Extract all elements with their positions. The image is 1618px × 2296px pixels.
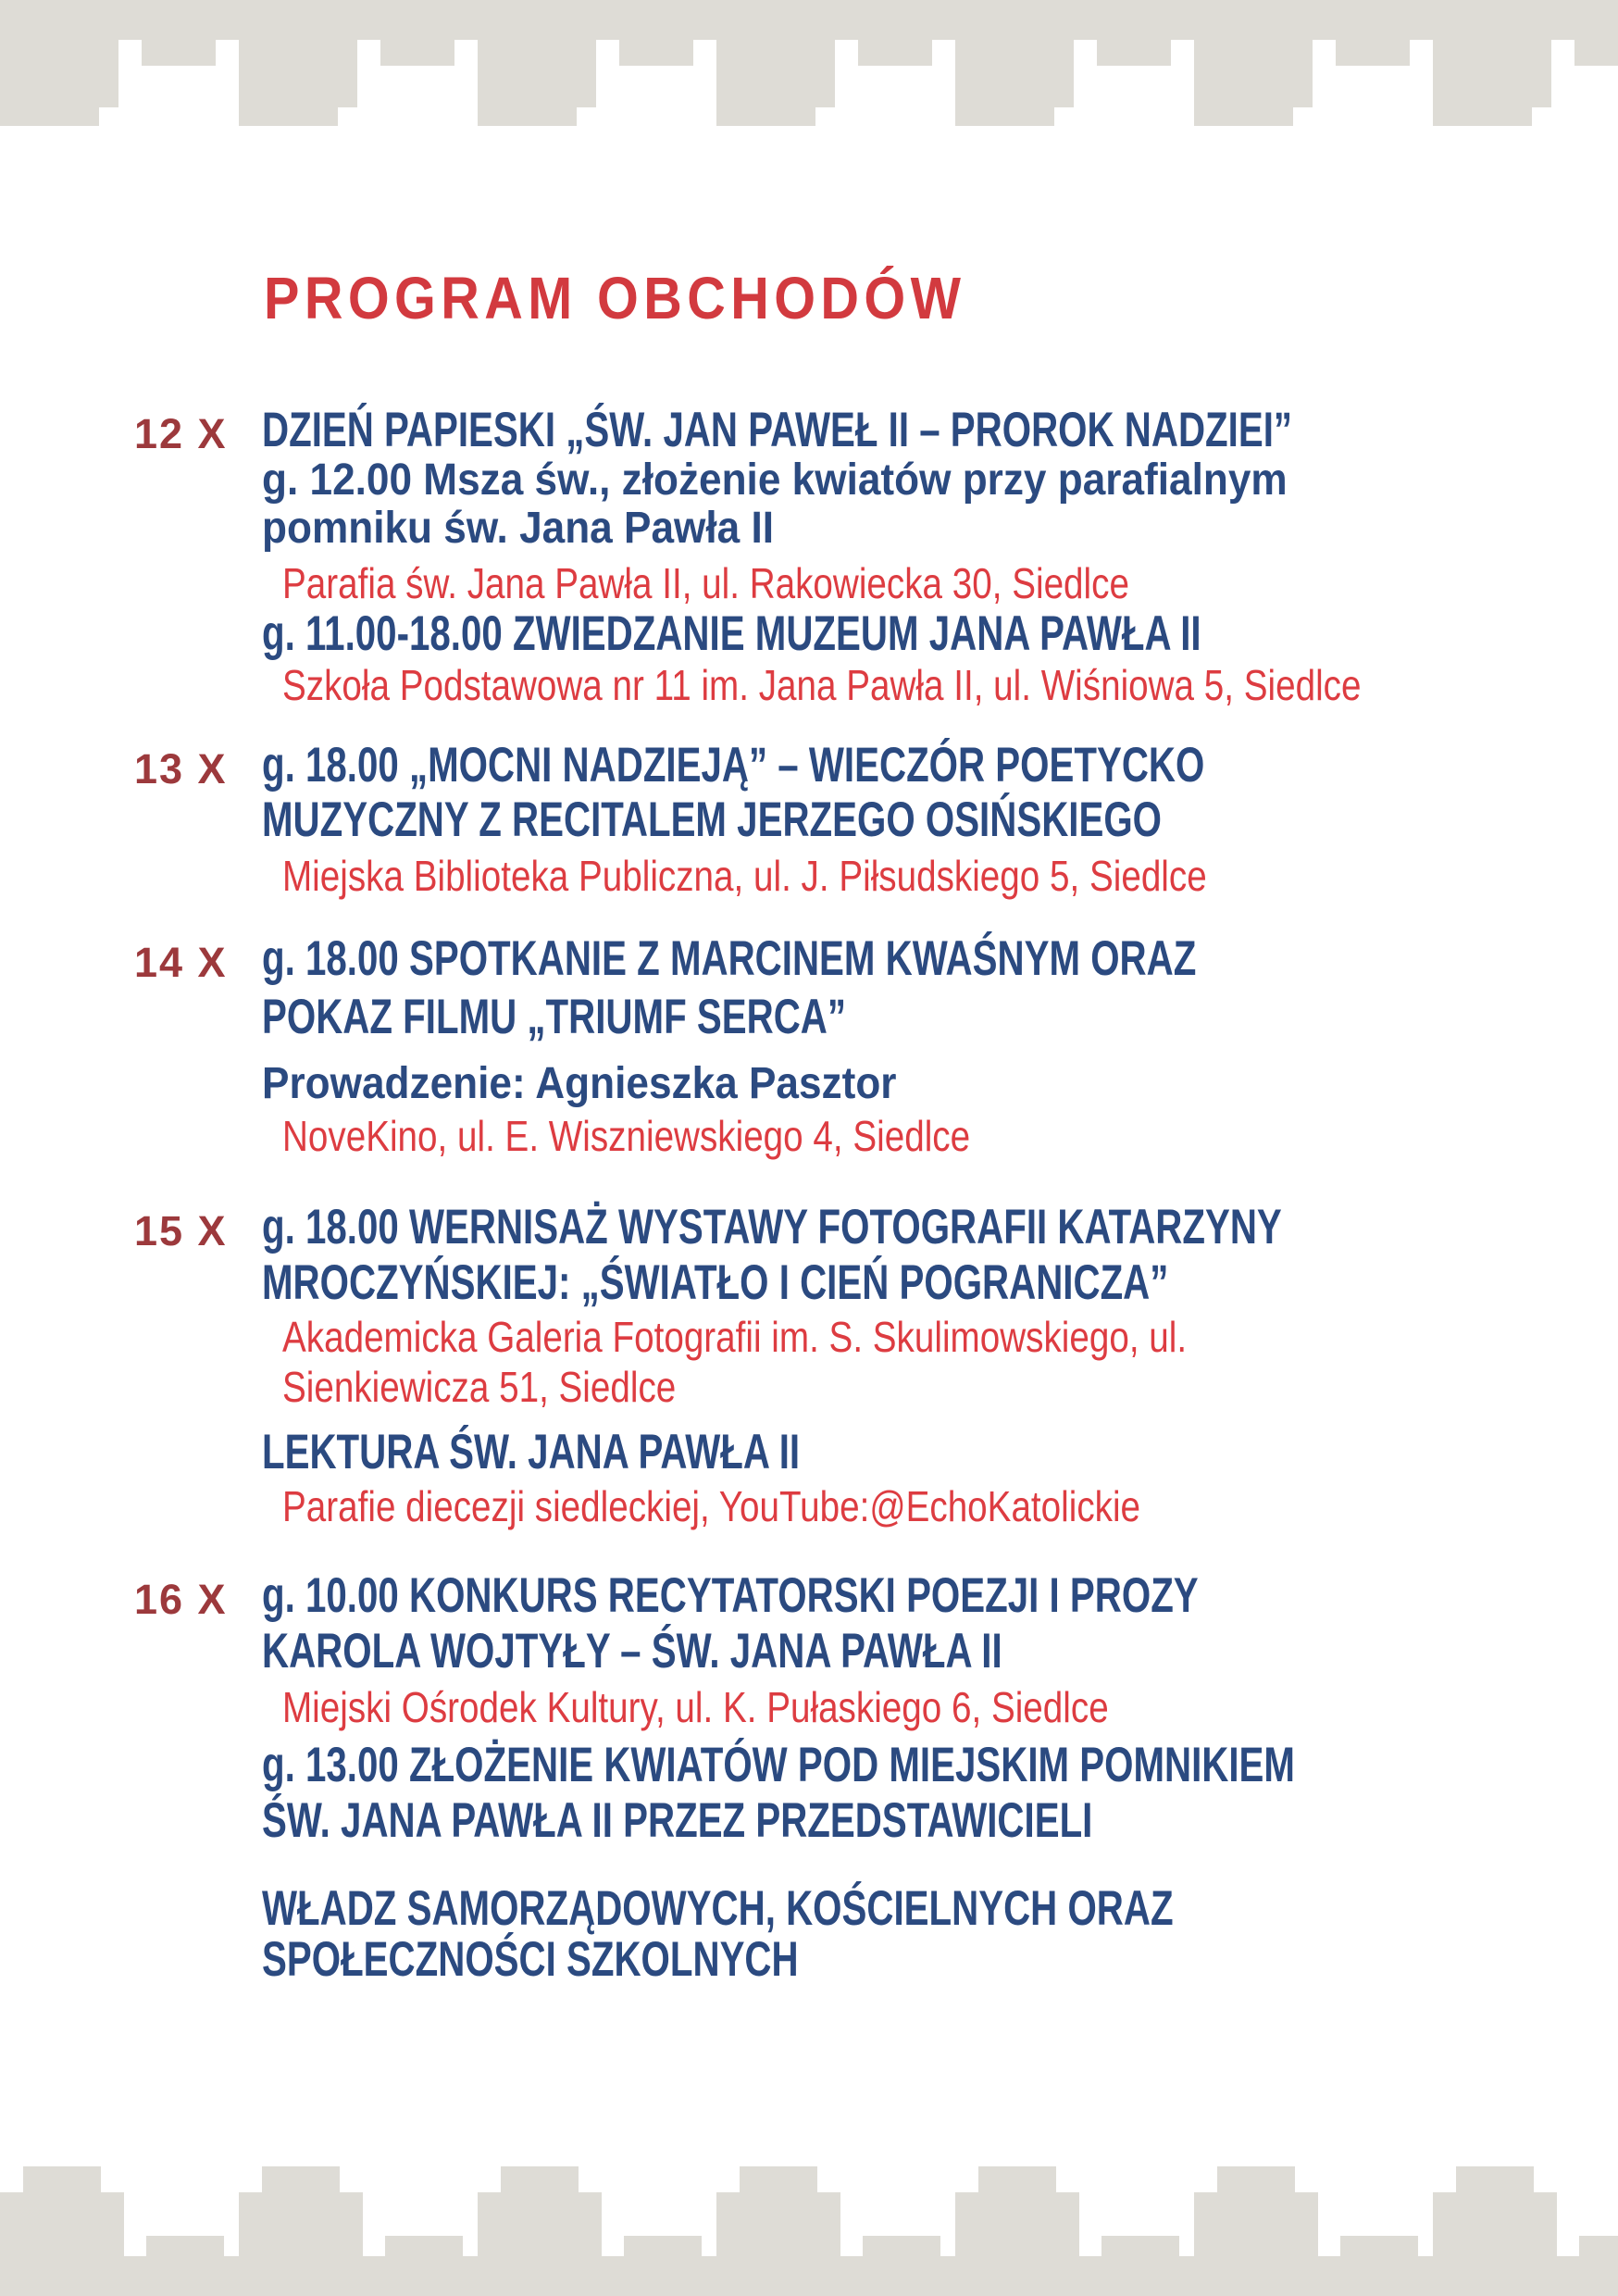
venue-line: NoveKino, ul. E. Wiszniewskiego 4, Siedlce	[282, 1112, 971, 1160]
event-heading-line: MUZYCZNY Z RECITALEM JERZEGO OSIŃSKIEGO	[262, 792, 1163, 847]
event-heading-line: KAROLA WOJTYŁY – ŚW. JANA PAWŁA II	[262, 1624, 1002, 1678]
date-label-14x: 14 X	[134, 939, 228, 986]
event-heading-line: g. 13.00 ZŁOŻENIE KWIATÓW POD MIEJSKIM POMNIKIEM	[262, 1738, 1295, 1792]
crenellation-border-top	[0, 0, 1618, 40]
event-heading-line: g. 18.00 WERNISAŻ WYSTAWY FOTOGRAFII KATARZYNY	[262, 1200, 1282, 1254]
event-heading-line: POKAZ FILMU „TRIUMF SERCA”	[262, 990, 847, 1044]
venue-line: Parafie diecezji siedleckiej, YouTube:@EchoKatolickie	[282, 1482, 1141, 1530]
event-subheading-line: pomniku św. Jana Pawła II	[262, 504, 774, 553]
crenellation-border-top-teeth	[0, 40, 1618, 66]
crenellation-border-bottom-tower-caps	[0, 2166, 1618, 2192]
crenellation-border-bottom-towers	[0, 2192, 1618, 2236]
date-label-13x: 13 X	[134, 745, 228, 792]
event-heading-line: DZIEŃ PAPIESKI „ŚW. JAN PAWEŁ II – PROROK NADZIEI”	[262, 403, 1293, 457]
venue-line: Miejski Ośrodek Kultury, ul. K. Pułaskiego 6, Siedlce	[282, 1683, 1109, 1731]
event-heading-line: g. 10.00 KONKURS RECYTATORSKI POEZJI I PROZY	[262, 1568, 1199, 1623]
event-heading-line: MROCZYŃSKIEJ: „ŚWIATŁO I CIEŃ POGRANICZA”	[262, 1255, 1169, 1310]
crenellation-border-top-merlon-tips	[0, 107, 1618, 126]
page-title: PROGRAM OBCHODÓW	[264, 265, 966, 331]
event-heading-line: SPOŁECZNOŚCI SZKOLNYCH	[262, 1932, 799, 1987]
event-subheading-line: Prowadzenie: Agnieszka Pasztor	[262, 1059, 897, 1108]
venue-line: Miejska Biblioteka Publiczna, ul. J. Piłsudskiego 5, Siedlce	[282, 852, 1207, 900]
venue-line: Szkoła Podstawowa nr 11 im. Jana Pawła II, ul. Wiśniowa 5, Siedlce	[282, 661, 1362, 709]
venue-line: Sienkiewicza 51, Siedlce	[282, 1363, 677, 1411]
event-heading-line: WŁADZ SAMORZĄDOWYCH, KOŚCIELNYCH ORAZ	[262, 1881, 1174, 1936]
crenellation-border-top-merlons	[0, 66, 1618, 107]
event-heading-line: LEKTURA ŚW. JANA PAWŁA II	[262, 1425, 801, 1479]
venue-line: Akademicka Galeria Fotografii im. S. Skulimowskiego, ul.	[282, 1313, 1188, 1361]
crenellation-border-bottom-teeth	[0, 2236, 1618, 2256]
date-label-15x: 15 X	[134, 1207, 228, 1254]
venue-line: Parafia św. Jana Pawła II, ul. Rakowiecka 30, Siedlce	[282, 559, 1129, 607]
event-heading-line: g. 18.00 „MOCNI NADZIEJĄ” – WIECZÓR POETYCKO	[262, 738, 1205, 792]
event-heading-line: g. 18.00 SPOTKANIE Z MARCINEM KWAŚNYM ORAZ	[262, 931, 1197, 986]
event-heading-line: ŚW. JANA PAWŁA II PRZEZ PRZEDSTAWICIELI	[262, 1793, 1093, 1848]
crenellation-border-bottom	[0, 2256, 1618, 2296]
event-heading-line: g. 11.00-18.00 ZWIEDZANIE MUZEUM JANA PAWŁA II	[262, 606, 1201, 661]
event-subheading-line: g. 12.00 Msza św., złożenie kwiatów przy parafialnym	[262, 455, 1288, 505]
date-label-16x: 16 X	[134, 1576, 228, 1623]
date-label-12x: 12 X	[134, 410, 228, 457]
